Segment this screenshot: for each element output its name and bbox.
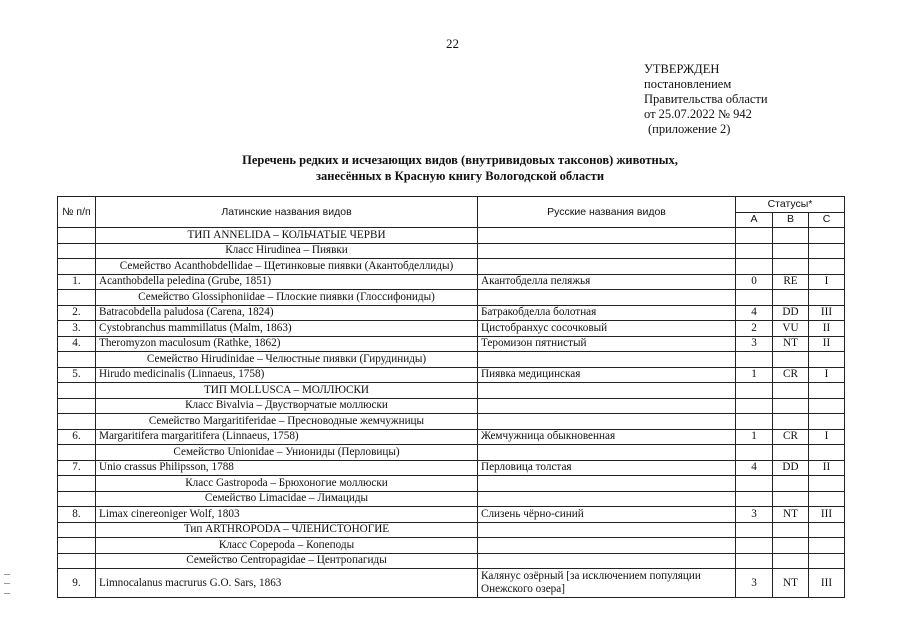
empty-cell (773, 522, 809, 538)
status-c: I (809, 429, 845, 445)
row-number: 8. (58, 507, 96, 523)
class-row (58, 476, 845, 492)
latin-name: Limax cinereoniger Wolf, 1803 (96, 507, 478, 523)
empty-cell (478, 445, 736, 461)
approval-line: УТВЕРЖДЕН (644, 62, 720, 76)
empty-cell (809, 445, 845, 461)
family-name: Семейство Acanthobdellidae – Щетинковые пиявки (Акантобделлиды) (96, 259, 478, 275)
russian-name: Цистобранхус сосочковый (478, 321, 736, 337)
title-line: Перечень редких и исчезающих видов (внутривидовых таксонов) животных, (242, 153, 678, 167)
empty-cell (809, 383, 845, 399)
status-c: I (809, 367, 845, 383)
table-body (58, 228, 845, 598)
empty-cell (773, 553, 809, 569)
empty-cell (478, 522, 736, 538)
empty-cell (809, 352, 845, 368)
type-name: ТИП ANNELIDA – КОЛЬЧАТЫЕ ЧЕРВИ (96, 228, 478, 244)
empty-cell (58, 398, 96, 414)
empty-cell (773, 383, 809, 399)
empty-cell (736, 491, 773, 507)
status-b: NT (773, 336, 809, 352)
status-b: DD (773, 460, 809, 476)
empty-cell (58, 491, 96, 507)
empty-cell (809, 243, 845, 259)
empty-cell (809, 538, 845, 554)
empty-cell (478, 290, 736, 306)
empty-cell (478, 476, 736, 492)
class-name: Класс Hirudinea – Пиявки (96, 243, 478, 259)
class-name: Класс Bivalvia – Двустворчатые моллюски (96, 398, 478, 414)
status-a: 4 (736, 305, 773, 321)
status-c: II (809, 336, 845, 352)
approval-line: (приложение 2) (648, 122, 731, 136)
row-number: 3. (58, 321, 96, 337)
approval-block (644, 62, 768, 137)
empty-cell (736, 352, 773, 368)
family-name: Семейство Limacidae – Лимациды (96, 491, 478, 507)
empty-cell (773, 290, 809, 306)
russian-name: Слизень чёрно-синий (478, 507, 736, 523)
russian-name: Батракобделла болотная (478, 305, 736, 321)
header-latin: Латинские названия видов (96, 197, 478, 228)
empty-cell (736, 383, 773, 399)
title-line: занесённых в Красную книгу Вологодской области (315, 169, 605, 183)
type-row (58, 522, 845, 538)
empty-cell (809, 522, 845, 538)
empty-cell (773, 243, 809, 259)
empty-cell (478, 259, 736, 275)
empty-cell (773, 476, 809, 492)
empty-cell (478, 538, 736, 554)
empty-cell (773, 538, 809, 554)
type-name: Тип ARTHROPODA – ЧЛЕНИСТОНОГИЕ (96, 522, 478, 538)
empty-cell (736, 522, 773, 538)
header-russian: Русские названия видов (478, 197, 736, 228)
row-number: 6. (58, 429, 96, 445)
latin-name: Margaritifera margaritifera (Linnaeus, 1758) (96, 429, 478, 445)
empty-cell (773, 228, 809, 244)
status-a: 1 (736, 367, 773, 383)
empty-cell (809, 414, 845, 430)
table-row (58, 305, 845, 321)
empty-cell (773, 398, 809, 414)
russian-name: Теромизон пятнистый (478, 336, 736, 352)
row-number: 7. (58, 460, 96, 476)
family-row (58, 352, 845, 368)
empty-cell (58, 538, 96, 554)
empty-cell (58, 445, 96, 461)
family-name: Семейство Centropagidae – Центропагиды (96, 553, 478, 569)
empty-cell (773, 414, 809, 430)
empty-cell (58, 290, 96, 306)
page-number: 22 (446, 36, 459, 51)
status-b: VU (773, 321, 809, 337)
latin-name: Acanthobdella peledina (Grube, 1851) (96, 274, 478, 290)
family-row (58, 414, 845, 430)
status-c: II (809, 460, 845, 476)
status-a: 4 (736, 460, 773, 476)
type-name: ТИП MOLLUSCA – МОЛЛЮСКИ (96, 383, 478, 399)
table-row (58, 336, 845, 352)
empty-cell (58, 476, 96, 492)
species-table (57, 196, 845, 598)
family-name: Семейство Unionidae – Униониды (Перловицы) (96, 445, 478, 461)
status-c: I (809, 274, 845, 290)
table-row (58, 460, 845, 476)
status-c: III (809, 569, 845, 598)
class-row (58, 398, 845, 414)
type-row (58, 383, 845, 399)
russian-name: Акантобделла пеляжья (478, 274, 736, 290)
empty-cell (478, 228, 736, 244)
header-status-c: С (809, 212, 845, 228)
empty-cell (478, 491, 736, 507)
latin-name: Cystobranchus mammillatus (Malm, 1863) (96, 321, 478, 337)
latin-name: Hirudo medicinalis (Linnaeus, 1758) (96, 367, 478, 383)
empty-cell (736, 243, 773, 259)
empty-cell (809, 398, 845, 414)
russian-name: Калянус озёрный [за исключением популяции Онежского озера] (478, 569, 736, 598)
empty-cell (736, 476, 773, 492)
empty-cell (478, 243, 736, 259)
empty-cell (58, 522, 96, 538)
empty-cell (773, 352, 809, 368)
empty-cell (773, 445, 809, 461)
class-name: Класс Copepoda – Копеподы (96, 538, 478, 554)
empty-cell (736, 290, 773, 306)
empty-cell (736, 414, 773, 430)
row-number: 4. (58, 336, 96, 352)
approval-line: от 25.07.2022 № 942 (644, 107, 752, 121)
status-a: 2 (736, 321, 773, 337)
status-a: 3 (736, 569, 773, 598)
header-status-a: А (736, 212, 773, 228)
table-row (58, 367, 845, 383)
status-a: 1 (736, 429, 773, 445)
header-status-b: В (773, 212, 809, 228)
family-row (58, 290, 845, 306)
status-c: III (809, 305, 845, 321)
table-row (58, 569, 845, 598)
status-a: 3 (736, 507, 773, 523)
row-number: 5. (58, 367, 96, 383)
empty-cell (478, 383, 736, 399)
latin-name: Limnocalanus macrurus G.O. Sars, 1863 (96, 569, 478, 598)
empty-cell (736, 553, 773, 569)
russian-name: Пиявка медицинская (478, 367, 736, 383)
latin-name: Unio crassus Philipsson, 1788 (96, 460, 478, 476)
empty-cell (58, 243, 96, 259)
empty-cell (809, 491, 845, 507)
empty-cell (736, 228, 773, 244)
family-row (58, 553, 845, 569)
empty-cell (58, 383, 96, 399)
empty-cell (736, 398, 773, 414)
table-row (58, 274, 845, 290)
russian-name: Жемчужница обыкновенная (478, 429, 736, 445)
class-row (58, 243, 845, 259)
status-b: CR (773, 429, 809, 445)
family-row (58, 491, 845, 507)
empty-cell (58, 414, 96, 430)
empty-cell (58, 553, 96, 569)
empty-cell (809, 228, 845, 244)
status-c: III (809, 507, 845, 523)
header-num: № п/п (58, 197, 96, 228)
row-number: 2. (58, 305, 96, 321)
header-statuses: Статусы* (736, 197, 845, 213)
type-row (58, 228, 845, 244)
empty-cell (58, 259, 96, 275)
latin-name: Batracobdella paludosa (Carena, 1824) (96, 305, 478, 321)
family-row (58, 259, 845, 275)
margin-marks (4, 574, 10, 594)
status-a: 3 (736, 336, 773, 352)
family-name: Семейство Margaritiferidae – Пресноводные жемчужницы (96, 414, 478, 430)
approval-line: постановлением (644, 77, 732, 91)
empty-cell (809, 553, 845, 569)
empty-cell (478, 553, 736, 569)
table-row (58, 507, 845, 523)
empty-cell (809, 476, 845, 492)
status-b: NT (773, 507, 809, 523)
empty-cell (478, 414, 736, 430)
status-a: 0 (736, 274, 773, 290)
empty-cell (809, 290, 845, 306)
row-number: 9. (58, 569, 96, 598)
empty-cell (58, 352, 96, 368)
empty-cell (736, 445, 773, 461)
russian-name: Перловица толстая (478, 460, 736, 476)
empty-cell (736, 259, 773, 275)
empty-cell (809, 259, 845, 275)
approval-line: Правительства области (644, 92, 768, 106)
status-b: CR (773, 367, 809, 383)
empty-cell (736, 538, 773, 554)
status-c: II (809, 321, 845, 337)
table-row (58, 429, 845, 445)
status-b: RE (773, 274, 809, 290)
family-name: Семейство Glossiphoniidae – Плоские пиявки (Глоссифониды) (96, 290, 478, 306)
family-name: Семейство Hirudinidae – Челюстные пиявки (Гирудиниды) (96, 352, 478, 368)
empty-cell (773, 259, 809, 275)
row-number: 1. (58, 274, 96, 290)
family-row (58, 445, 845, 461)
empty-cell (478, 398, 736, 414)
empty-cell (58, 228, 96, 244)
class-row (58, 538, 845, 554)
empty-cell (478, 352, 736, 368)
latin-name: Theromyzon maculosum (Rathke, 1862) (96, 336, 478, 352)
empty-cell (773, 491, 809, 507)
table-row (58, 321, 845, 337)
status-b: NT (773, 569, 809, 598)
class-name: Класс Gastropoda – Брюхоногие моллюски (96, 476, 478, 492)
status-b: DD (773, 305, 809, 321)
document-title (150, 152, 770, 184)
